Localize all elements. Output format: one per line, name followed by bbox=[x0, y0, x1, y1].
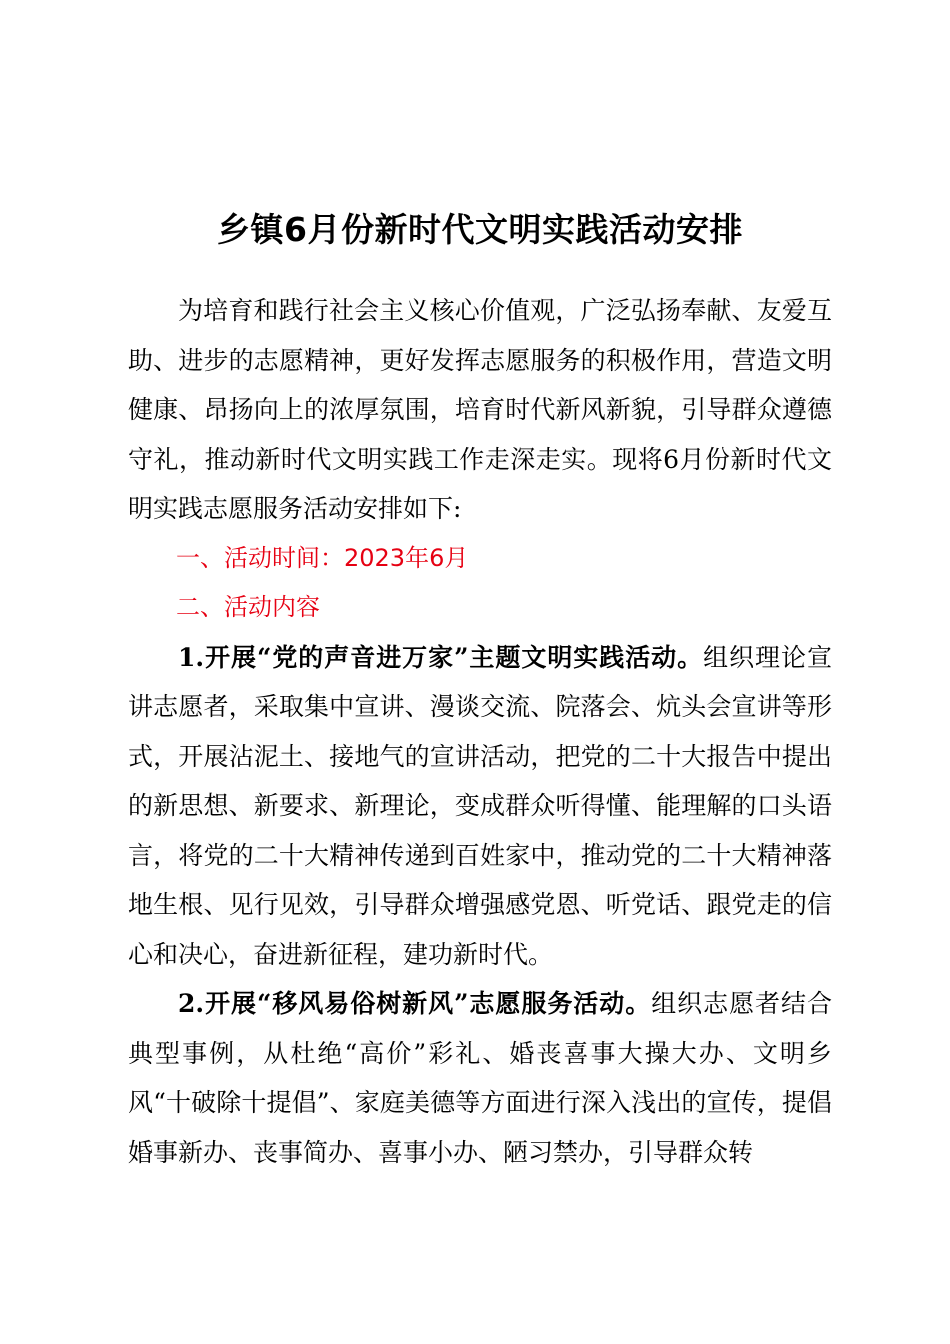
item-body-1: 组织理论宣讲志愿者，采取集中宣讲、漫谈交流、院落会、炕头会宣讲等形式，开展沾泥土、接地气的宣讲活动，把党的二十大报告中提出的新思想、新要求、新理论，变成群众听得懂、能理解的口头语言，将党的二十大精神传递到百姓家中，推动党的二十大精神落地生根、见行见效，引导群众增强感党恩、听党话、跟党走的信心和决心，奋进新征程，建功新时代。 bbox=[128, 642, 832, 969]
item-lead-2: 2.开展“移风易俗树新风”志愿服务活动。 bbox=[178, 989, 652, 1018]
section-heading-time: 一、活动时间：2023年6月 bbox=[176, 543, 469, 572]
item-body-2: 组织志愿者结合典型事例，从杜绝“高价”彩礼、婚丧喜事大操大办、文明乡风“十破除十提倡”、家庭美德等方面进行深入浅出的宣传，提倡婚事新办、丧事简办、喜事小办、陋习禁办，引导群众转 bbox=[128, 989, 832, 1167]
intro-paragraph: 为培育和践行社会主义核心价值观，广泛弘扬奉献、友爱互助、进步的志愿精神，更好发挥志愿服务的积极作用，营造文明健康、昂扬向上的浓厚氛围，培育时代新风新貌，引导群众遵德守礼，推动新时代文明实践工作走深走实。现将6月份新时代文明实践志愿服务活动安排如下: bbox=[128, 296, 832, 523]
section-heading-content: 二、活动内容 bbox=[176, 593, 320, 621]
item-lead-1: 1.开展“党的声音进万家”主题文明实践活动。 bbox=[178, 642, 704, 672]
document-title: 乡镇6月份新时代文明实践活动安排 bbox=[217, 210, 743, 249]
item-paragraph-2 bbox=[128, 979, 832, 1177]
document-body bbox=[128, 210, 832, 1177]
item-paragraph-1 bbox=[128, 633, 832, 980]
